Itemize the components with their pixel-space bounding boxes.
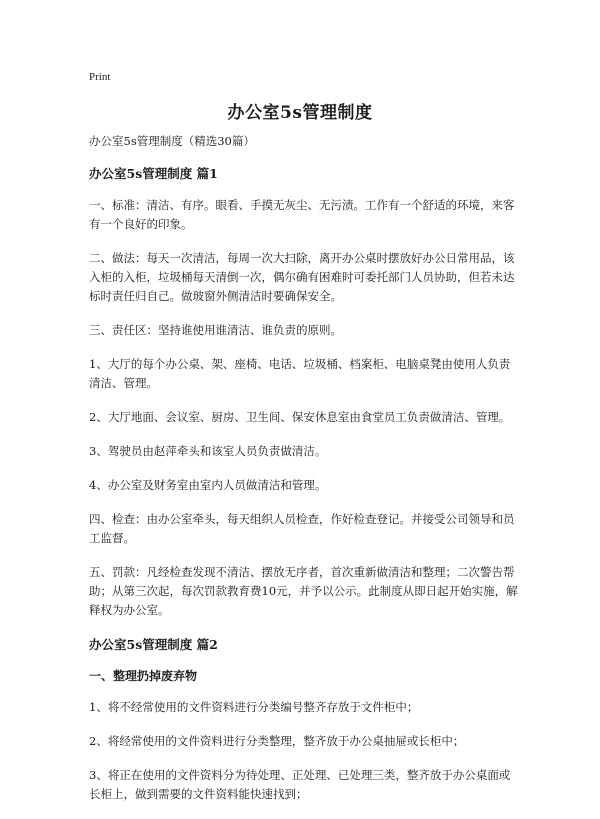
section2-paragraph: 2、将经常使用的文件资料进行分类整理，整齐放于办公桌抽屉或长柜中；	[89, 734, 465, 748]
section1-paragraph: 五、罚款：凡经检查发现不清洁、摆放无序者，首次重新做清洁和整理；二次警告帮助；从第三次起，每次罚款教育费10元，并予以公示。此制度从即日起开始实施，解释权为办公室。	[89, 565, 518, 617]
section1-paragraph: 三、责任区：坚持谁使用谁清洁、谁负责的原则。	[89, 323, 342, 337]
section2-subheading: 一、整理扔掉废弃物	[89, 669, 198, 683]
section1-paragraph: 一、标准：清洁、有序。眼看、手摸无灰尘、无污渍。工作有一个舒适的环境，来客有一个良好的印象。	[89, 198, 515, 231]
print-link[interactable]: Print	[89, 71, 111, 83]
section1-paragraph: 2、大厅地面、会议室、厨房、卫生间、保安休息室由食堂员工负责做清洁、管理。	[89, 410, 511, 424]
document-subtitle: 办公室5s管理制度（精选30篇）	[89, 134, 255, 148]
section1-paragraph: 3、驾驶员由赵萍牵头和该室人员负责做清洁。	[89, 444, 327, 458]
page-title: 办公室5s管理制度	[227, 103, 373, 123]
document-body	[89, 132, 519, 819]
section2-heading: 办公室5s管理制度 篇2	[89, 637, 218, 652]
section1-paragraph: 二、做法：每天一次清洁，每周一次大扫除，离开办公桌时摆放好办公日常用品，该入柜的入柜，垃圾桶每天清倒一次，偶尔确有困难时可委托部门人员协助，但若未达标时责任归自己。做玻窗外侧清洁时要确保安全。	[89, 251, 515, 303]
section2-paragraph: 3、将正在使用的文件资料分为待处理、正处理、已处理三类，整齐放于办公桌面或长柜上，做到需要的文件资料能快速找到；	[89, 768, 511, 801]
section1-heading: 办公室5s管理制度 篇1	[89, 166, 218, 181]
section1-paragraph: 1、大厅的每个办公桌、架、座椅、电话、垃圾桶、档案柜、电脑桌凳由使用人负责清洁、管理。	[89, 357, 511, 390]
section2-paragraph: 1、将不经常使用的文件资料进行分类编号整齐存放于文件柜中；	[89, 700, 419, 714]
section1-paragraph: 4、办公室及财务室由室内人员做清洁和管理。	[89, 478, 327, 492]
section1-paragraph: 四、检查：由办公室牵头，每天组织人员检查，作好检查登记。并接受公司领导和员工监督。	[89, 512, 515, 545]
